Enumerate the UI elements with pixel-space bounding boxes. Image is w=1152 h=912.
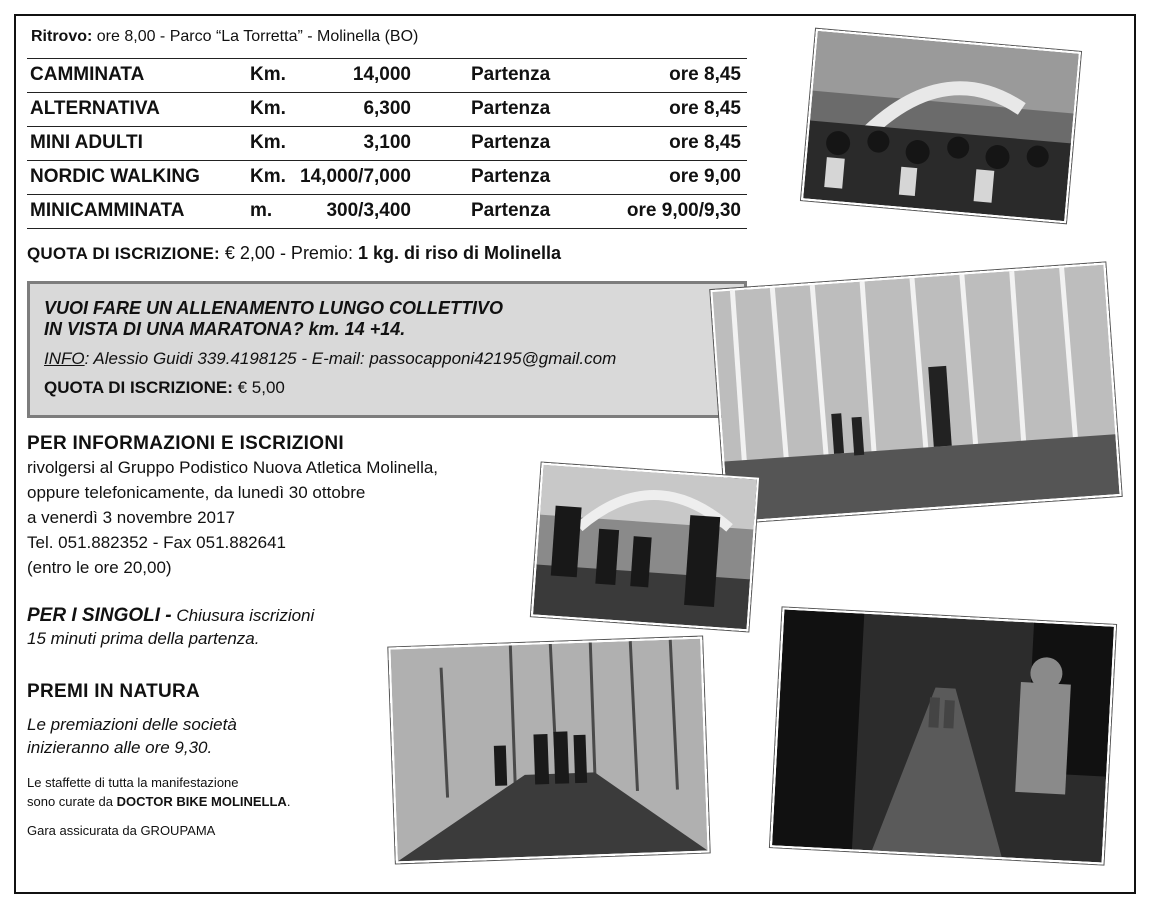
premi-line2: inizieranno alle ore 9,30. [27, 738, 213, 757]
photo-forest-runners [770, 607, 1116, 864]
run-name: NORDIC WALKING [30, 166, 200, 187]
run-partenza: Partenza [471, 64, 551, 85]
run-partenza: Partenza [471, 166, 551, 187]
premi-section [27, 681, 387, 840]
box-info-label: INFO [44, 349, 85, 368]
staffette-post: . [286, 794, 291, 809]
run-unit: Km. [250, 98, 286, 119]
box-quota-amount: € 5,00 [232, 378, 285, 397]
premi-heading: PREMI IN NATURA [27, 681, 201, 702]
ritrovo-label: Ritrovo: [31, 28, 93, 45]
per-info-line: oppure telefonicamente, da lunedì 30 ottobre [27, 483, 366, 502]
run-time: ore 9,00 [669, 166, 741, 187]
run-unit: Km. [250, 64, 286, 85]
premi-text [27, 713, 387, 759]
run-distance: 14,000 [352, 64, 411, 85]
singoli-text-line2: 15 minuti prima della partenza. [27, 629, 260, 648]
runs-table [27, 58, 747, 229]
box-quota-line [44, 378, 744, 398]
insurance-note: Gara assicurata da GROUPAMA [27, 823, 216, 838]
singoli-section [27, 604, 427, 650]
run-name: CAMMINATA [30, 64, 145, 85]
quota-line [27, 243, 561, 264]
box-title-line1: VUOI FARE UN ALLENAMENTO LUNGO COLLETTIVO [44, 298, 503, 318]
run-time: ore 8,45 [669, 64, 741, 85]
run-distance: 300/3,400 [326, 200, 411, 221]
ritrovo-line [31, 28, 418, 46]
run-time: ore 8,45 [669, 98, 741, 119]
run-row [27, 127, 747, 161]
run-distance: 14,000/7,000 [300, 166, 411, 187]
run-partenza: Partenza [471, 200, 551, 221]
per-info-line: rivolgersi al Gruppo Podistico Nuova Atletica Molinella, [27, 458, 439, 477]
photo-poplar-runners [710, 262, 1121, 523]
run-distance: 6,300 [363, 98, 411, 119]
run-partenza: Partenza [471, 98, 551, 119]
run-time: ore 9,00/9,30 [626, 200, 741, 221]
singoli-heading: PER I SINGOLI - [27, 605, 172, 626]
marathon-training-box [27, 281, 747, 418]
run-row [27, 195, 747, 229]
run-row [27, 161, 747, 195]
ritrovo-text: ore 8,00 - Parco “La Torretta” - Molinella (BO) [92, 28, 419, 45]
run-time: ore 8,45 [669, 132, 741, 153]
quota-amount: € 2,00 - Premio: [219, 243, 358, 263]
staffette-sponsor: DOCTOR BIKE MOLINELLA [116, 794, 287, 809]
box-title-line2: IN VISTA DI UNA MARATONA? km. 14 +14. [44, 319, 406, 339]
per-info-line: Tel. 051.882352 - Fax 051.882641 [27, 533, 286, 552]
box-info-line [44, 349, 744, 369]
run-partenza: Partenza [471, 132, 551, 153]
photo-poplar-road [388, 637, 709, 864]
run-distance: 3,100 [363, 132, 411, 153]
run-name: ALTERNATIVA [30, 98, 160, 119]
staffette-line2 [27, 792, 387, 811]
run-row [27, 93, 747, 127]
run-unit: m. [250, 200, 273, 221]
staffette-pre: sono curate da [27, 794, 117, 809]
per-info-section [27, 433, 527, 580]
run-name: MINI ADULTI [30, 132, 143, 153]
quota-label: QUOTA DI ISCRIZIONE: [27, 244, 220, 263]
run-unit: Km. [250, 166, 286, 187]
box-info-text: : Alessio Guidi 339.4198125 - E-mail: passocapponi42195@gmail.com [84, 349, 617, 368]
staffette-line1: Le staffette di tutta la manifestazione [27, 775, 239, 790]
premi-line1: Le premiazioni delle società [27, 715, 237, 734]
run-row [27, 58, 747, 93]
per-info-heading: PER INFORMAZIONI E ISCRIZIONI [27, 433, 344, 454]
singoli-text: Chiusura iscrizioni [171, 606, 315, 625]
run-unit: Km. [250, 132, 286, 153]
photo-start-arch [801, 29, 1081, 224]
per-info-line: a venerdì 3 novembre 2017 [27, 508, 235, 527]
staffette-note [27, 773, 387, 811]
run-name: MINICAMMINATA [30, 200, 185, 221]
quota-prize: 1 kg. di riso di Molinella [357, 243, 561, 263]
box-quota-label: QUOTA DI ISCRIZIONE: [44, 378, 233, 397]
photo-group-start [531, 463, 759, 632]
per-info-line: (entro le ore 20,00) [27, 558, 172, 577]
